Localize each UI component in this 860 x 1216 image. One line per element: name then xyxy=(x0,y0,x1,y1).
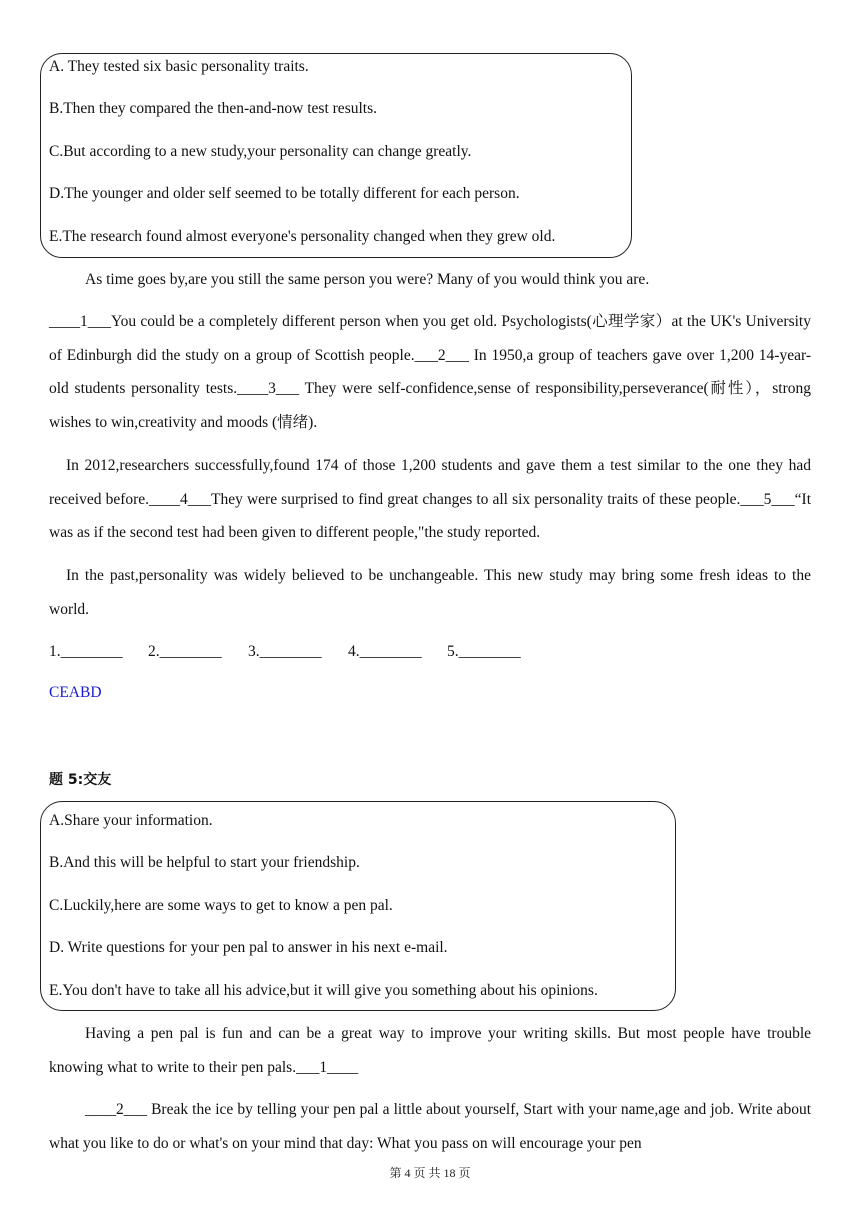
option-b: B.Then they compared the then-and-now test results. xyxy=(49,100,377,117)
option-d: D.The younger and older self seemed to be totally different for each person. xyxy=(49,185,520,202)
passage2-paragraph-1: Having a pen pal is fun and can be a great way to improve your writing skills. But most people have trouble knowing what to write to their pen pals.___1____ xyxy=(49,1025,811,1076)
option-b: B.And this will be helpful to start your friendship. xyxy=(49,854,360,871)
option-a: A.Share your information. xyxy=(49,812,213,829)
option-e: E.You don't have to take all his advice,but it will give you something about his opinions. xyxy=(49,982,598,999)
page-footer: 第 4 页 共 18 页 xyxy=(389,1166,471,1180)
passage-paragraph-2: In 2012,researchers successfully,found 174 of those 1,200 students and gave them a test similar to the one they had received before.____4___They were surprised to find great changes to all six personality traits of these people.___5___“It was as if the second test had been given to different people,"the study reported. xyxy=(49,457,811,541)
answer-blank-1: 1.________ xyxy=(49,643,123,660)
answer-key: CEABD xyxy=(49,684,102,701)
answer-blank-2: 2.________ xyxy=(148,643,222,660)
passage-paragraph-3: In the past,personality was widely believed to be unchangeable. This new study may bring some fresh ideas to the world. xyxy=(49,567,811,618)
passage2-paragraph-2: ____2___ Break the ice by telling your pen pal a little about yourself, Start with your name,age and job. Write about what you like to do or what's on your mind that day: What you pass on will encourage your pen xyxy=(49,1101,811,1152)
option-a: A. They tested six basic personality traits. xyxy=(49,58,309,75)
question-heading: 题 5:交友 xyxy=(49,772,112,788)
passage-intro: As time goes by,are you still the same person you were? Many of you would think you are. xyxy=(85,271,650,288)
option-c: C.But according to a new study,your personality can change greatly. xyxy=(49,143,472,160)
passage-paragraph-1: ____1___You could be a completely different person when you get old. Psychologists(心理学家）at the UK's University of Edinburgh did the study on a group of Scottish people.___2___ In 1950,a group of teachers gave over 1,200 14-year-old students personality tests.____3___ They were self-confidence,sense of responsibility,perseverance(耐性），strong wishes to win,creativity and moods (情绪). xyxy=(49,313,811,431)
option-e: E.The research found almost everyone's personality changed when they grew old. xyxy=(49,228,556,245)
option-c: C.Luckily,here are some ways to get to know a pen pal. xyxy=(49,897,393,914)
answer-blank-5: 5.________ xyxy=(447,643,521,660)
answer-blank-3: 3.________ xyxy=(248,643,322,660)
answer-blank-4: 4.________ xyxy=(348,643,422,660)
option-d: D. Write questions for your pen pal to answer in his next e-mail. xyxy=(49,939,448,956)
